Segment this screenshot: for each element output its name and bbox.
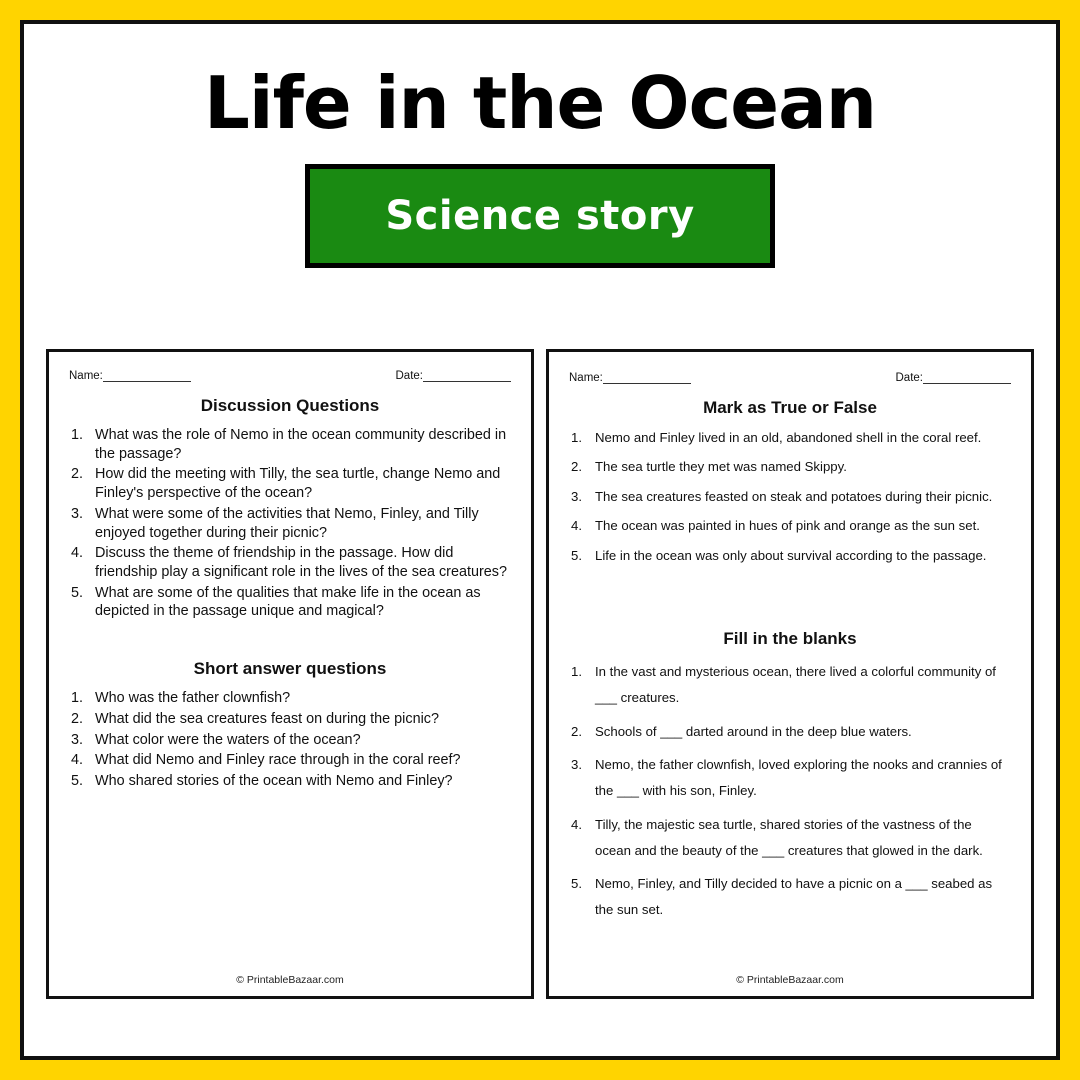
page-title: Life in the Ocean (204, 61, 876, 145)
left-footer-credit: © PrintableBazaar.com (236, 974, 344, 986)
true-false-list (569, 428, 1011, 566)
list-item: Who was the father clownfish? (95, 690, 291, 707)
list-item: Discuss the theme of friendship in the passage. How did friendship play a significant role in the lives of the sea creatures? (95, 545, 507, 581)
list-item: What was the role of Nemo in the ocean community described in the passage? (95, 427, 507, 462)
list-item: Life in the ocean was only about survival according to the passage. (595, 547, 987, 563)
list-item: The ocean was painted in hues of pink and orange as the sun set. (595, 518, 980, 534)
list-item: The sea turtle they met was named Skippy. (595, 459, 847, 475)
discussion-questions-heading: Discussion Questions (200, 396, 380, 415)
left-meta-row (69, 370, 511, 382)
right-worksheet (546, 349, 1034, 999)
list-item: Tilly, the majestic sea turtle, shared stories of the vastness of the ocean and the beauty of the ___ creatures that glowed in the dark. (595, 816, 983, 858)
list-item: Who shared stories of the ocean with Nemo and Finley? (95, 773, 453, 790)
list-item: What color were the waters of the ocean? (95, 731, 361, 748)
right-date-field[interactable] (896, 372, 1012, 384)
list-item: Nemo, the father clownfish, loved exploring the nooks and crannies of the ___ with his son, Finley. (595, 757, 1002, 799)
right-footer-credit: © PrintableBazaar.com (736, 974, 844, 986)
left-date-blank[interactable] (423, 370, 511, 382)
list-item: Nemo, Finley, and Tilly decided to have a picnic on a ___ seabed as the sun set. (595, 876, 993, 918)
section-spacer (569, 575, 1011, 591)
right-meta-row (569, 372, 1011, 384)
right-date-blank[interactable] (923, 372, 1011, 384)
left-date-field[interactable] (396, 370, 512, 382)
list-item: Nemo and Finley lived in an old, abandoned shell in the coral reef. (595, 430, 982, 445)
left-worksheet (46, 349, 534, 999)
worksheet-page (20, 20, 1060, 1060)
left-name-blank[interactable] (103, 370, 191, 382)
list-item: In the vast and mysterious ocean, there lived a colorful community of ___ creatures. (595, 664, 996, 705)
short-answer-questions-heading: Short answer questions (193, 659, 387, 679)
right-name-blank[interactable] (603, 372, 691, 384)
page-inner (24, 24, 1056, 1056)
discussion-questions-list (69, 426, 511, 621)
left-date-label: Date: (395, 370, 423, 382)
list-item: Schools of ___ darted around in the deep blue waters. (595, 723, 912, 739)
left-name-label: Name: (69, 370, 103, 382)
true-false-heading: Mark as True or False (703, 398, 877, 417)
list-item: How did the meeting with Tilly, the sea turtle, change Nemo and Finley's perspective of the ocean? (95, 466, 501, 502)
list-item: What are some of the qualities that make life in the ocean as depicted in the passage unique and magical? (95, 584, 481, 620)
right-name-field[interactable] (569, 372, 691, 384)
list-item: What did the sea creatures feast on during the picnic? (95, 710, 439, 727)
list-item: What were some of the activities that Nemo, Finley, and Tilly enjoyed together during their picnic? (95, 505, 479, 541)
worksheet-sheets (46, 349, 1038, 999)
fill-in-the-blanks-list (569, 659, 1011, 923)
category-badge (305, 164, 775, 268)
right-date-label: Date: (895, 372, 923, 384)
right-name-label: Name: (569, 372, 603, 384)
short-answer-questions-list (69, 689, 511, 791)
fill-in-the-blanks-heading: Fill in the blanks (723, 629, 857, 649)
left-name-field[interactable] (69, 370, 191, 382)
category-badge-label: Science story (385, 192, 695, 239)
list-item: The sea creatures feasted on steak and potatoes during their picnic. (595, 488, 993, 504)
list-item: What did Nemo and Finley race through in the coral reef? (95, 752, 461, 769)
